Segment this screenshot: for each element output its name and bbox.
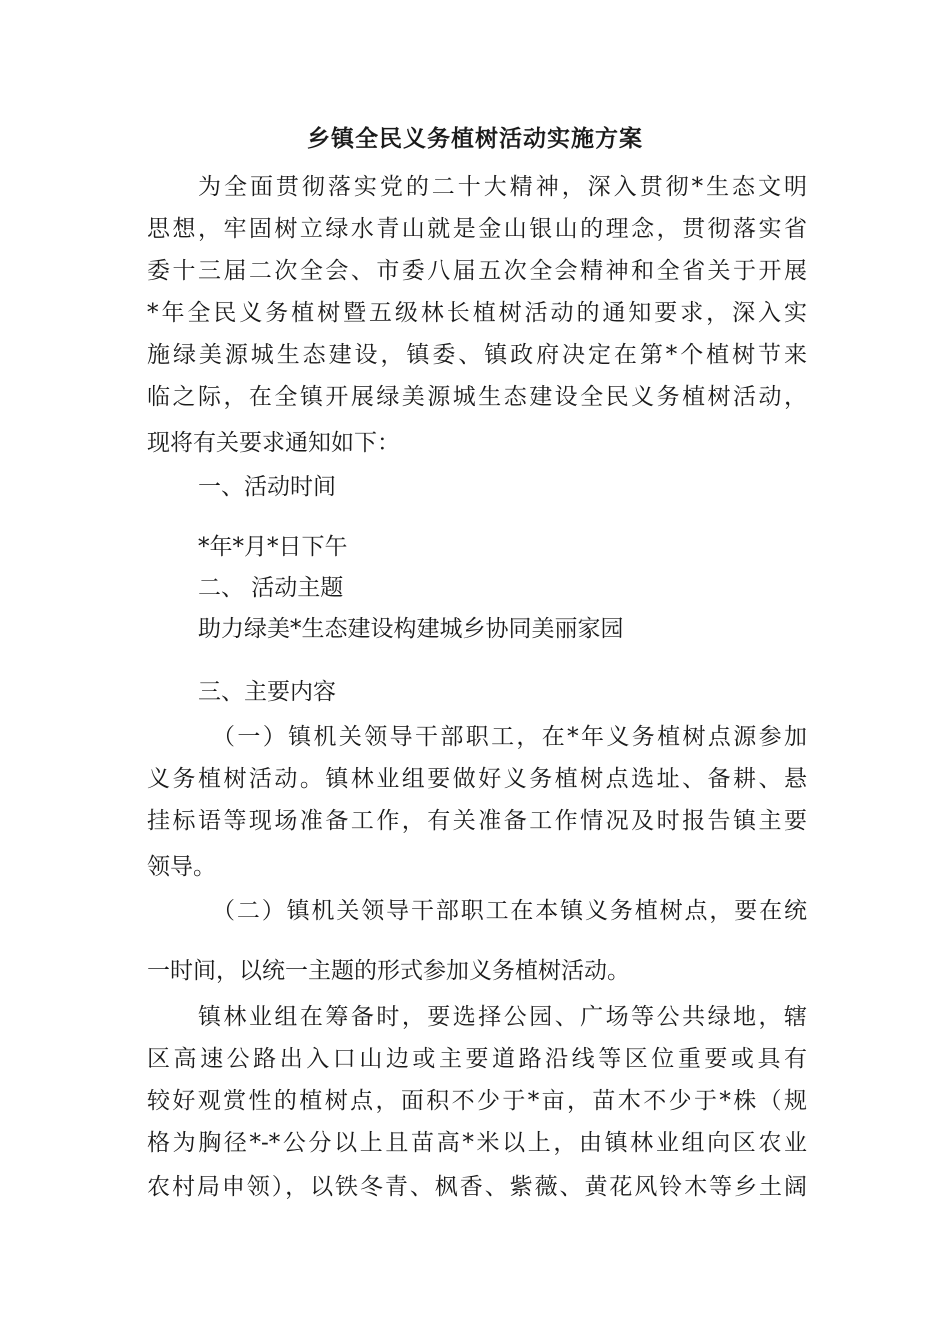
paragraph-line: 思想，牢固树立绿水青山就是金山银山的理念，贯彻落实省 — [147, 216, 807, 242]
paragraph-line: 农村局申领），以铁冬青、枫香、紫薇、黄花风铃木等乡土阔 — [147, 1174, 807, 1200]
paragraph-line: 领导。 — [147, 854, 216, 880]
paragraph-line: （二）镇机关领导干部职工在本镇义务植树点，要在统 — [212, 898, 807, 924]
document-title: 乡镇全民义务植树活动实施方案 — [307, 126, 643, 152]
paragraph-line: 现将有关要求通知如下： — [147, 430, 400, 456]
paragraph-line: *年全民义务植树暨五级林长植树活动的通知要求，深入实 — [147, 300, 807, 326]
paragraph-line: 格为胸径*-*公分以上且苗高*米以上，由镇林业组向区农业 — [147, 1130, 807, 1156]
section-heading-theme: 二、 活动主题 — [198, 575, 344, 601]
paragraph-line: 为全面贯彻落实党的二十大精神，深入贯彻*生态文明 — [198, 174, 807, 200]
paragraph-line: 区高速公路出入口山边或主要道路沿线等区位重要或具有 — [147, 1046, 807, 1072]
paragraph-line: 义务植树活动。镇林业组要做好义务植树点选址、备耕、悬 — [147, 766, 807, 792]
paragraph-line: 委十三届二次全会、市委八届五次全会精神和全省关于开展 — [147, 258, 807, 284]
section-heading-time: 一、活动时间 — [198, 474, 336, 500]
section-heading-content: 三、主要内容 — [198, 679, 336, 705]
paragraph-line: 较好观赏性的植树点，面积不少于*亩，苗木不少于*株（规 — [147, 1088, 807, 1114]
paragraph-line: 挂标语等现场准备工作，有关准备工作情况及时报告镇主要 — [147, 808, 807, 834]
paragraph-line: 施绿美源城生态建设，镇委、镇政府决定在第*个植树节来 — [147, 342, 807, 368]
activity-time: *年*月*日下午 — [198, 534, 348, 560]
paragraph-line: 临之际，在全镇开展绿美源城生态建设全民义务植树活动， — [147, 384, 807, 410]
paragraph-line: （一）镇机关领导干部职工，在*年义务植树点源参加 — [212, 724, 807, 750]
paragraph-line: 一时间，以统一主题的形式参加义务植树活动。 — [147, 958, 630, 984]
activity-theme: 助力绿美*生态建设构建城乡协同美丽家园 — [198, 616, 624, 642]
paragraph-line: 镇林业组在筹备时，要选择公园、广场等公共绿地，辖 — [198, 1004, 807, 1030]
